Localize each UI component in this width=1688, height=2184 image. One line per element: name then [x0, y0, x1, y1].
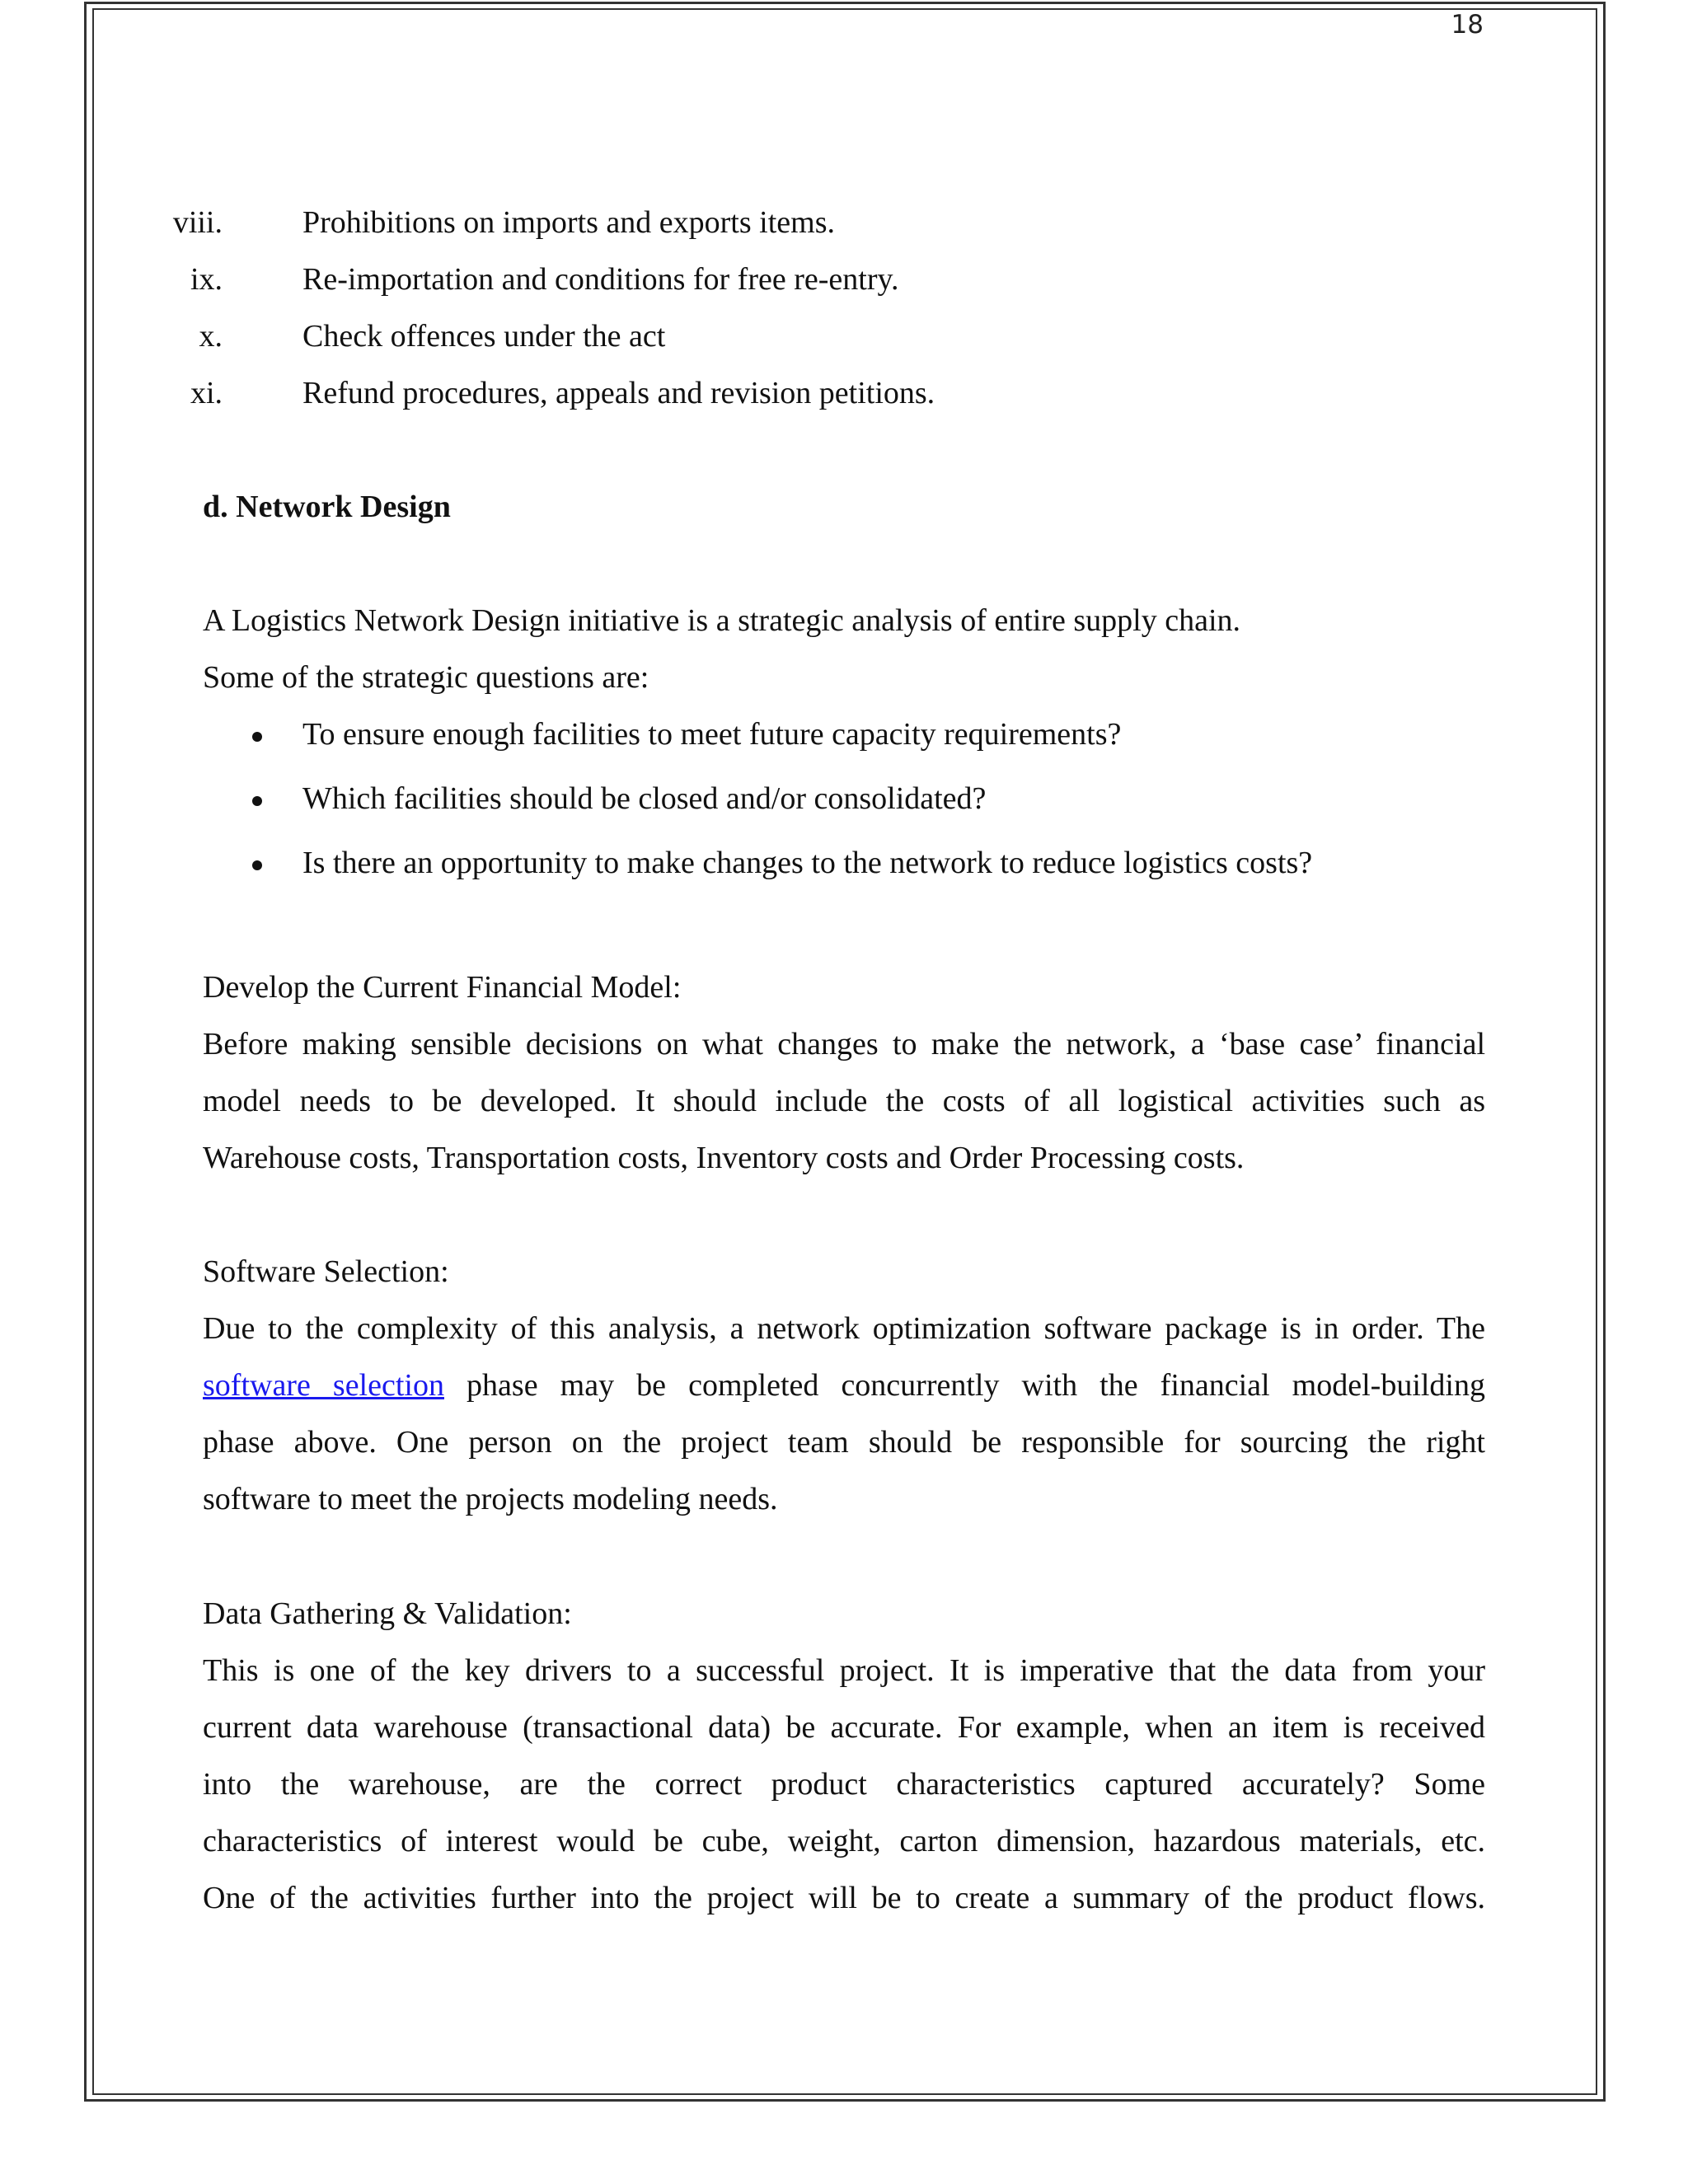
list-item: [190, 251, 1485, 308]
paragraph-line: characteristics of interest would be cube, weight, carton dimension, hazardous materials, etc.: [203, 1824, 1485, 1858]
section-heading: d. Network Design: [203, 490, 451, 524]
paragraph-line: software to meet the projects modeling needs.: [203, 1482, 778, 1516]
list-item-number: xi.: [190, 376, 223, 410]
bullet-icon: [252, 732, 262, 742]
list-item-text: Re-importation and conditions for free re-entry.: [302, 262, 899, 297]
paragraph-line: current data warehouse (transactional data) be accurate. For example, when an item is received: [203, 1710, 1485, 1745]
list-item-text: Check offences under the act: [302, 319, 666, 354]
paragraph-line: Due to the complexity of this analysis, a network optimization software package is in order. The: [203, 1311, 1485, 1346]
bullet-item: [203, 835, 1485, 892]
bullet-text: To ensure enough facilities to meet future capacity requirements?: [302, 717, 1122, 752]
bullet-text: Which facilities should be closed and/or consolidated?: [302, 781, 987, 816]
paragraph-line: This is one of the key drivers to a successful project. It is imperative that the data from your: [203, 1653, 1485, 1688]
paragraph-line: into the warehouse, are the correct product characteristics captured accurately? Some: [203, 1767, 1485, 1802]
intro-line: A Logistics Network Design initiative is a strategic analysis of entire supply chain.: [203, 603, 1241, 638]
page-number: 18: [1451, 10, 1484, 40]
paragraph-line: Warehouse costs, Transportation costs, Inventory costs and Order Processing costs.: [203, 1141, 1245, 1175]
list-item-number: x.: [199, 319, 223, 354]
software-selection-link[interactable]: software selection: [203, 1368, 444, 1403]
list-item: [172, 194, 1485, 251]
subsection-title: Develop the Current Financial Model:: [203, 970, 682, 1005]
paragraph-line: model needs to be developed. It should include the costs of all logistical activities such as: [203, 1084, 1485, 1118]
data-gathering-section: [203, 1586, 1485, 1927]
list-item-text: Refund procedures, appeals and revision petitions.: [302, 376, 935, 410]
bullet-item: [203, 706, 1485, 763]
list-item-number: ix.: [190, 262, 223, 297]
paragraph-line: One of the activities further into the project will be to create a summary of the product flows.: [203, 1881, 1485, 1915]
subsection-title: Data Gathering & Validation:: [203, 1596, 572, 1631]
software-selection-section: [203, 1244, 1485, 1528]
bullet-icon: [252, 860, 262, 870]
bullet-item: [203, 771, 1485, 827]
paragraph-line: [203, 1357, 1485, 1414]
list-item-text: Prohibitions on imports and exports items.: [302, 205, 835, 240]
bullet-text: Is there an opportunity to make changes to the network to reduce logistics costs?: [302, 846, 1313, 880]
subsection-title: Software Selection:: [203, 1254, 449, 1289]
paragraph-line: Before making sensible decisions on what changes to make the network, a ‘base case’ financial: [203, 1027, 1485, 1062]
bullet-icon: [252, 796, 262, 806]
list-item: [199, 308, 1485, 365]
paragraph-line: phase above. One person on the project team should be responsible for sourcing the right: [203, 1425, 1485, 1460]
paragraph-line-text: phase may be completed concurrently with the financial model-building: [443, 1368, 1485, 1403]
list-item-number: viii.: [172, 205, 223, 240]
financial-model-section: [203, 959, 1485, 1187]
intro-line: Some of the strategic questions are:: [203, 660, 649, 695]
list-item: [190, 365, 1485, 422]
intro-paragraph: [203, 593, 1485, 706]
